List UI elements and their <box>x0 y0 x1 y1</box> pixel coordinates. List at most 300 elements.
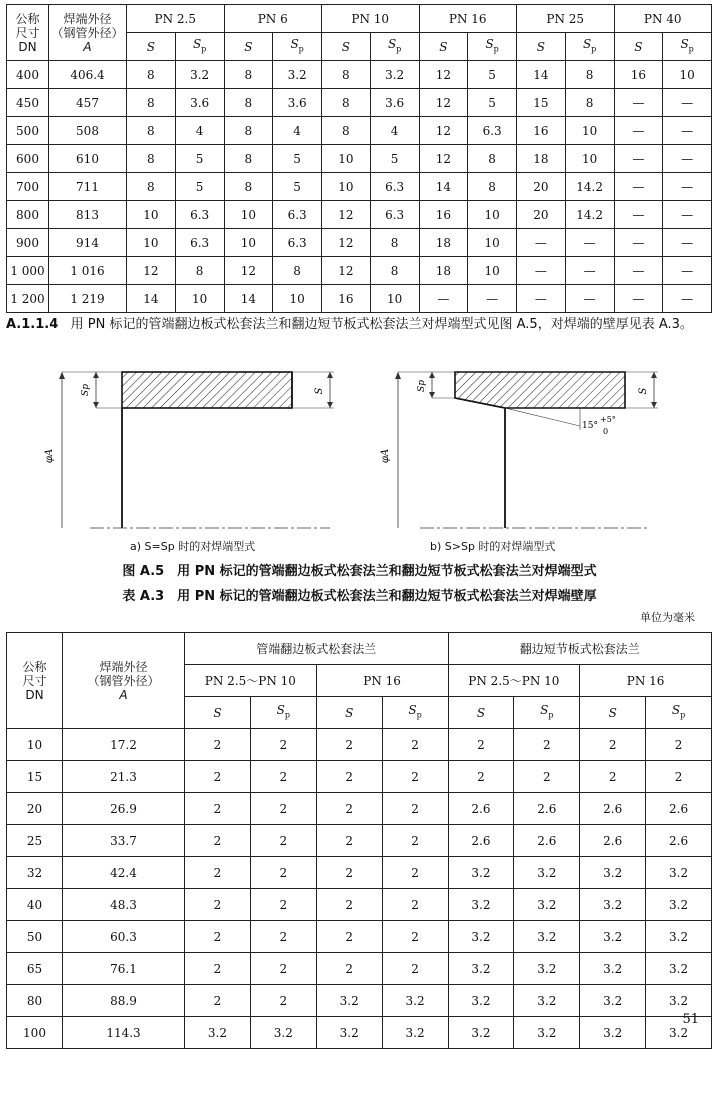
table-row <box>7 89 712 117</box>
cell-dn: 1 200 <box>7 285 49 313</box>
cell-thickness: 18 <box>419 257 468 285</box>
cell-thickness: 12 <box>419 145 468 173</box>
cell-thickness: 2.6 <box>646 793 712 825</box>
cell-thickness: 3.2 <box>646 857 712 889</box>
cell-thickness: 14 <box>419 173 468 201</box>
cell-thickness: 2.6 <box>448 793 514 825</box>
cell-thickness: 8 <box>224 89 273 117</box>
cell-od: 26.9 <box>63 793 185 825</box>
cell-thickness: 3.2 <box>175 61 224 89</box>
cell-thickness: 8 <box>127 61 176 89</box>
cell-thickness: 3.2 <box>514 857 580 889</box>
table-row <box>7 921 712 953</box>
header-s: S <box>127 33 176 61</box>
header-pn-group: PN 6 <box>224 5 322 33</box>
cell-thickness: 3.2 <box>580 985 646 1017</box>
header-s: S <box>448 697 514 729</box>
cell-thickness: 4 <box>273 117 322 145</box>
header-pn-group: PN 10 <box>322 5 420 33</box>
header-sp: $S_p$ <box>382 697 448 729</box>
cell-thickness: 10 <box>565 117 614 145</box>
clause-number: A.1.1.4 <box>6 317 59 332</box>
cell-thickness: 6.3 <box>468 117 517 145</box>
cell-thickness: — <box>614 173 663 201</box>
cell-thickness: 16 <box>419 201 468 229</box>
cell-od: 457 <box>49 89 127 117</box>
header-sp: $S_p$ <box>370 33 419 61</box>
cell-thickness: 16 <box>517 117 566 145</box>
header-s: S <box>614 33 663 61</box>
cell-thickness: — <box>663 145 712 173</box>
cell-thickness: 3.2 <box>448 921 514 953</box>
cell-thickness: 2 <box>382 825 448 857</box>
cell-thickness: 12 <box>224 257 273 285</box>
cell-thickness: 3.6 <box>273 89 322 117</box>
cell-thickness: 12 <box>419 117 468 145</box>
table-row <box>7 257 712 285</box>
cell-thickness: 2 <box>250 793 316 825</box>
cell-thickness: 4 <box>370 117 419 145</box>
cell-thickness: 14.2 <box>565 173 614 201</box>
cell-thickness: 3.2 <box>580 1017 646 1049</box>
wall-thickness-table-continued <box>6 4 712 313</box>
table-row <box>7 793 712 825</box>
table-row <box>7 985 712 1017</box>
cell-thickness: 2 <box>185 921 251 953</box>
cell-od: 76.1 <box>63 953 185 985</box>
cell-thickness: 5 <box>175 145 224 173</box>
cell-thickness: 6.3 <box>273 201 322 229</box>
cell-thickness: 3.2 <box>514 1017 580 1049</box>
cell-od: 33.7 <box>63 825 185 857</box>
cell-dn: 40 <box>7 889 63 921</box>
cell-thickness: 2.6 <box>448 825 514 857</box>
cell-thickness: 8 <box>127 173 176 201</box>
cell-od: 21.3 <box>63 761 185 793</box>
cell-od: 508 <box>49 117 127 145</box>
cell-thickness: 10 <box>224 201 273 229</box>
cell-thickness: 3.2 <box>580 921 646 953</box>
cell-od: 42.4 <box>63 857 185 889</box>
cell-thickness: 18 <box>517 145 566 173</box>
dim-phi-a-b: φA <box>380 448 391 464</box>
cell-thickness: 2 <box>316 921 382 953</box>
angle-tol-up: +5° <box>600 415 616 424</box>
header-s: S <box>517 33 566 61</box>
clause-a-1-1-4 <box>6 314 712 336</box>
cell-thickness: 3.2 <box>646 985 712 1017</box>
cell-thickness: 2 <box>382 921 448 953</box>
cell-thickness: 5 <box>370 145 419 173</box>
cell-thickness: 2 <box>646 761 712 793</box>
cell-dn: 25 <box>7 825 63 857</box>
header-sp: $S_p$ <box>646 697 712 729</box>
table-row <box>7 145 712 173</box>
cell-thickness: 2 <box>316 889 382 921</box>
cell-od: 48.3 <box>63 889 185 921</box>
header-sp: $S_p$ <box>175 33 224 61</box>
cell-thickness: — <box>614 285 663 313</box>
cell-thickness: 2 <box>382 889 448 921</box>
cell-thickness: 10 <box>468 257 517 285</box>
cell-thickness: 2.6 <box>580 793 646 825</box>
cell-thickness: 2.6 <box>514 793 580 825</box>
header-sp: $S_p$ <box>468 33 517 61</box>
header-nominal-size: 公称 尺寸 DN <box>7 5 49 61</box>
cell-od: 60.3 <box>63 921 185 953</box>
cell-thickness: 2 <box>382 857 448 889</box>
table-row <box>7 953 712 985</box>
cell-thickness: 8 <box>224 61 273 89</box>
table-a3-title: 表 A.3 用 PN 标记的管端翻边板式松套法兰和翻边短节板式松套法兰对焊端壁厚 <box>122 589 597 604</box>
header-sp: $S_p$ <box>514 697 580 729</box>
cell-thickness: — <box>663 285 712 313</box>
cell-thickness: — <box>663 201 712 229</box>
cell-thickness: — <box>614 229 663 257</box>
cell-od: 17.2 <box>63 729 185 761</box>
caption-a: a) S=Sp 时的对焊端型式 <box>130 540 256 553</box>
header-pn-range: PN 16 <box>580 665 712 697</box>
cell-thickness: 6.3 <box>370 201 419 229</box>
cell-thickness: 14 <box>127 285 176 313</box>
header-sp: $S_p$ <box>565 33 614 61</box>
cell-thickness: 10 <box>370 285 419 313</box>
cell-dn: 900 <box>7 229 49 257</box>
cell-thickness: 2 <box>448 761 514 793</box>
cell-thickness: 3.2 <box>514 953 580 985</box>
cell-thickness: 3.2 <box>646 889 712 921</box>
cell-thickness: 3.2 <box>448 857 514 889</box>
cell-thickness: — <box>565 229 614 257</box>
cell-dn: 80 <box>7 985 63 1017</box>
cell-thickness: 6.3 <box>175 201 224 229</box>
cell-thickness: 10 <box>322 173 371 201</box>
header-sp: $S_p$ <box>663 33 712 61</box>
cell-thickness: 3.2 <box>273 61 322 89</box>
cell-thickness: — <box>517 257 566 285</box>
cell-thickness: — <box>614 145 663 173</box>
table-row <box>7 61 712 89</box>
cell-thickness: — <box>614 201 663 229</box>
table-row <box>7 117 712 145</box>
cell-thickness: 18 <box>419 229 468 257</box>
figure-a-drawing <box>44 372 334 528</box>
cell-thickness: 12 <box>419 61 468 89</box>
cell-thickness: 12 <box>419 89 468 117</box>
cell-thickness: 8 <box>468 145 517 173</box>
table-row <box>7 229 712 257</box>
header-group-lapped: 管端翻边板式松套法兰 <box>185 633 449 665</box>
cell-thickness: — <box>419 285 468 313</box>
cell-thickness: 2.6 <box>580 825 646 857</box>
header-pn-range: PN 16 <box>316 665 448 697</box>
cell-thickness: 20 <box>517 201 566 229</box>
header-sp: $S_p$ <box>250 697 316 729</box>
cell-thickness: 6.3 <box>370 173 419 201</box>
cell-thickness: 5 <box>273 173 322 201</box>
caption-b: b) S>Sp 时的对焊端型式 <box>430 540 556 553</box>
cell-thickness: 2 <box>250 953 316 985</box>
cell-thickness: 3.2 <box>448 889 514 921</box>
header-s: S <box>185 697 251 729</box>
cell-thickness: 3.2 <box>514 889 580 921</box>
cell-thickness: 2 <box>185 793 251 825</box>
cell-thickness: 2 <box>646 729 712 761</box>
cell-thickness: 10 <box>322 145 371 173</box>
cell-thickness: 3.2 <box>250 1017 316 1049</box>
cell-dn: 700 <box>7 173 49 201</box>
cell-thickness: 2 <box>316 857 382 889</box>
cell-thickness: 8 <box>370 257 419 285</box>
cell-thickness: 10 <box>663 61 712 89</box>
cell-thickness: — <box>565 285 614 313</box>
cell-thickness: 8 <box>322 89 371 117</box>
cell-thickness: 3.2 <box>382 1017 448 1049</box>
header-s: S <box>224 33 273 61</box>
dim-sp: Sp <box>81 384 91 396</box>
cell-thickness: — <box>663 173 712 201</box>
cell-thickness: 8 <box>370 229 419 257</box>
cell-dn: 600 <box>7 145 49 173</box>
cell-od: 1 016 <box>49 257 127 285</box>
dim-phi-a: φA <box>44 448 55 464</box>
cell-thickness: 14.2 <box>565 201 614 229</box>
cell-thickness: 8 <box>127 145 176 173</box>
cell-thickness: 8 <box>273 257 322 285</box>
table-row <box>7 285 712 313</box>
cell-thickness: 5 <box>468 89 517 117</box>
table-row <box>7 201 712 229</box>
cell-thickness: 2 <box>185 953 251 985</box>
cell-thickness: 3.2 <box>580 857 646 889</box>
cell-thickness: 10 <box>127 229 176 257</box>
cell-thickness: 8 <box>224 173 273 201</box>
cell-thickness: 16 <box>614 61 663 89</box>
cell-thickness: 2 <box>514 761 580 793</box>
cell-dn: 1 000 <box>7 257 49 285</box>
header-s: S <box>580 697 646 729</box>
cell-thickness: 3.2 <box>448 985 514 1017</box>
cell-thickness: 10 <box>127 201 176 229</box>
cell-thickness: 20 <box>517 173 566 201</box>
cell-thickness: 2 <box>185 985 251 1017</box>
cell-thickness: 5 <box>468 61 517 89</box>
header-s: S <box>419 33 468 61</box>
cell-thickness: 10 <box>468 229 517 257</box>
cell-thickness: 3.2 <box>448 953 514 985</box>
header-group-stub: 翻边短节板式松套法兰 <box>448 633 712 665</box>
header-sp: $S_p$ <box>273 33 322 61</box>
cell-dn: 20 <box>7 793 63 825</box>
cell-thickness: 3.6 <box>175 89 224 117</box>
cell-dn: 100 <box>7 1017 63 1049</box>
cell-thickness: — <box>663 257 712 285</box>
table-row <box>7 729 712 761</box>
cell-dn: 450 <box>7 89 49 117</box>
cell-thickness: 3.2 <box>646 953 712 985</box>
header-weld-end-od: 焊端外径 （钢管外径） A <box>49 5 127 61</box>
cell-od: 1 219 <box>49 285 127 313</box>
cell-dn: 500 <box>7 117 49 145</box>
cell-thickness: 2 <box>250 921 316 953</box>
cell-thickness: 14 <box>517 61 566 89</box>
cell-thickness: 3.2 <box>580 953 646 985</box>
cell-thickness: 3.6 <box>370 89 419 117</box>
cell-thickness: 2 <box>382 729 448 761</box>
cell-thickness: — <box>663 89 712 117</box>
cell-thickness: 8 <box>127 89 176 117</box>
header-pn-range: PN 2.5～PN 10 <box>185 665 317 697</box>
cell-thickness: — <box>663 117 712 145</box>
cell-thickness: 3.2 <box>448 1017 514 1049</box>
cell-thickness: 12 <box>322 229 371 257</box>
header-s: S <box>322 33 371 61</box>
cell-thickness: 2 <box>250 857 316 889</box>
cell-thickness: 6.3 <box>273 229 322 257</box>
table-row <box>7 857 712 889</box>
cell-thickness: 15 <box>517 89 566 117</box>
cell-thickness: — <box>663 229 712 257</box>
cell-thickness: 2 <box>316 825 382 857</box>
cell-thickness: 2 <box>316 729 382 761</box>
cell-thickness: 2.6 <box>514 825 580 857</box>
header-pn-range: PN 2.5～PN 10 <box>448 665 580 697</box>
cell-thickness: 2 <box>382 953 448 985</box>
cell-thickness: 2 <box>382 761 448 793</box>
cell-thickness: — <box>517 285 566 313</box>
cell-dn: 400 <box>7 61 49 89</box>
cell-thickness: 8 <box>224 117 273 145</box>
cell-thickness: 2 <box>185 857 251 889</box>
cell-dn: 10 <box>7 729 63 761</box>
dim-s-b: S <box>638 387 649 395</box>
cell-thickness: 16 <box>322 285 371 313</box>
dim-s: S <box>314 387 325 395</box>
table-row <box>7 889 712 921</box>
cell-dn: 65 <box>7 953 63 985</box>
cell-thickness: 3.2 <box>370 61 419 89</box>
cell-thickness: 3.2 <box>580 889 646 921</box>
cell-thickness: 2 <box>250 889 316 921</box>
cell-thickness: — <box>565 257 614 285</box>
cell-thickness: 10 <box>175 285 224 313</box>
cell-thickness: — <box>614 257 663 285</box>
clause-text: 用 PN 标记的管端翻边板式松套法兰和翻边短节板式松套法兰对焊端型式见图 A.5，对焊端的壁厚见表 A.3。 <box>70 317 693 332</box>
cell-thickness: 14 <box>224 285 273 313</box>
cell-thickness: 8 <box>565 61 614 89</box>
cell-thickness: 2 <box>185 761 251 793</box>
cell-od: 114.3 <box>63 1017 185 1049</box>
cell-od: 88.9 <box>63 985 185 1017</box>
cell-thickness: 3.2 <box>514 985 580 1017</box>
cell-thickness: 3.2 <box>185 1017 251 1049</box>
cell-thickness: 10 <box>224 229 273 257</box>
cell-od: 711 <box>49 173 127 201</box>
header-s: S <box>316 697 382 729</box>
table-row <box>7 1017 712 1049</box>
figure-title: 图 A.5 用 PN 标记的管端翻边板式松套法兰和翻边短节板式松套法兰对焊端型式 <box>122 564 597 579</box>
cell-thickness: 5 <box>273 145 322 173</box>
cell-thickness: 2 <box>316 793 382 825</box>
cell-od: 813 <box>49 201 127 229</box>
cell-thickness: 8 <box>224 145 273 173</box>
cell-thickness: 3.2 <box>514 921 580 953</box>
cell-thickness: 10 <box>565 145 614 173</box>
cell-thickness: 3.2 <box>316 985 382 1017</box>
cell-thickness: 2 <box>185 825 251 857</box>
header-pn-group: PN 40 <box>614 5 712 33</box>
table-a3 <box>6 632 712 1049</box>
cell-thickness: 2 <box>250 761 316 793</box>
header-pn-group: PN 16 <box>419 5 517 33</box>
cell-dn: 15 <box>7 761 63 793</box>
cell-thickness: 2 <box>580 729 646 761</box>
cell-thickness: 8 <box>322 61 371 89</box>
cell-thickness: 8 <box>127 117 176 145</box>
cell-thickness: 2 <box>316 761 382 793</box>
cell-thickness: — <box>468 285 517 313</box>
cell-thickness: 3.2 <box>646 1017 712 1049</box>
cell-dn: 50 <box>7 921 63 953</box>
figure-a5 <box>0 364 719 564</box>
cell-thickness: 2.6 <box>646 825 712 857</box>
header-pn-group: PN 2.5 <box>127 5 225 33</box>
table-row <box>7 761 712 793</box>
cell-dn: 32 <box>7 857 63 889</box>
cell-dn: 800 <box>7 201 49 229</box>
angle-label: 15° <box>582 421 598 431</box>
cell-thickness: 2 <box>514 729 580 761</box>
cell-od: 914 <box>49 229 127 257</box>
cell-thickness: 2 <box>250 985 316 1017</box>
angle-tol-low: 0 <box>603 427 609 436</box>
cell-od: 406.4 <box>49 61 127 89</box>
page-number: 51 <box>682 1012 699 1027</box>
cell-thickness: 8 <box>468 173 517 201</box>
cell-thickness: 12 <box>127 257 176 285</box>
cell-thickness: 12 <box>322 257 371 285</box>
cell-thickness: 8 <box>322 117 371 145</box>
cell-thickness: 3.2 <box>646 921 712 953</box>
cell-thickness: 2 <box>382 793 448 825</box>
cell-thickness: 10 <box>273 285 322 313</box>
cell-thickness: 4 <box>175 117 224 145</box>
figure-b-drawing <box>380 372 658 528</box>
cell-thickness: 2 <box>250 729 316 761</box>
cell-thickness: 8 <box>565 89 614 117</box>
cell-thickness: 2 <box>250 825 316 857</box>
cell-thickness: — <box>614 117 663 145</box>
header-weld-end-od: 焊端外径 （钢管外径） A <box>63 633 185 729</box>
cell-thickness: 5 <box>175 173 224 201</box>
table-row <box>7 173 712 201</box>
table-row <box>7 825 712 857</box>
cell-thickness: 3.2 <box>382 985 448 1017</box>
cell-od: 610 <box>49 145 127 173</box>
cell-thickness: 2 <box>185 889 251 921</box>
cell-thickness: — <box>614 89 663 117</box>
cell-thickness: 10 <box>468 201 517 229</box>
cell-thickness: 2 <box>580 761 646 793</box>
header-pn-group: PN 25 <box>517 5 615 33</box>
cell-thickness: 3.2 <box>316 1017 382 1049</box>
cell-thickness: 8 <box>175 257 224 285</box>
dim-sp-b: Sp <box>417 380 427 392</box>
header-nominal-size: 公称 尺寸 DN <box>7 633 63 729</box>
cell-thickness: 2 <box>448 729 514 761</box>
cell-thickness: 2 <box>185 729 251 761</box>
cell-thickness: 6.3 <box>175 229 224 257</box>
